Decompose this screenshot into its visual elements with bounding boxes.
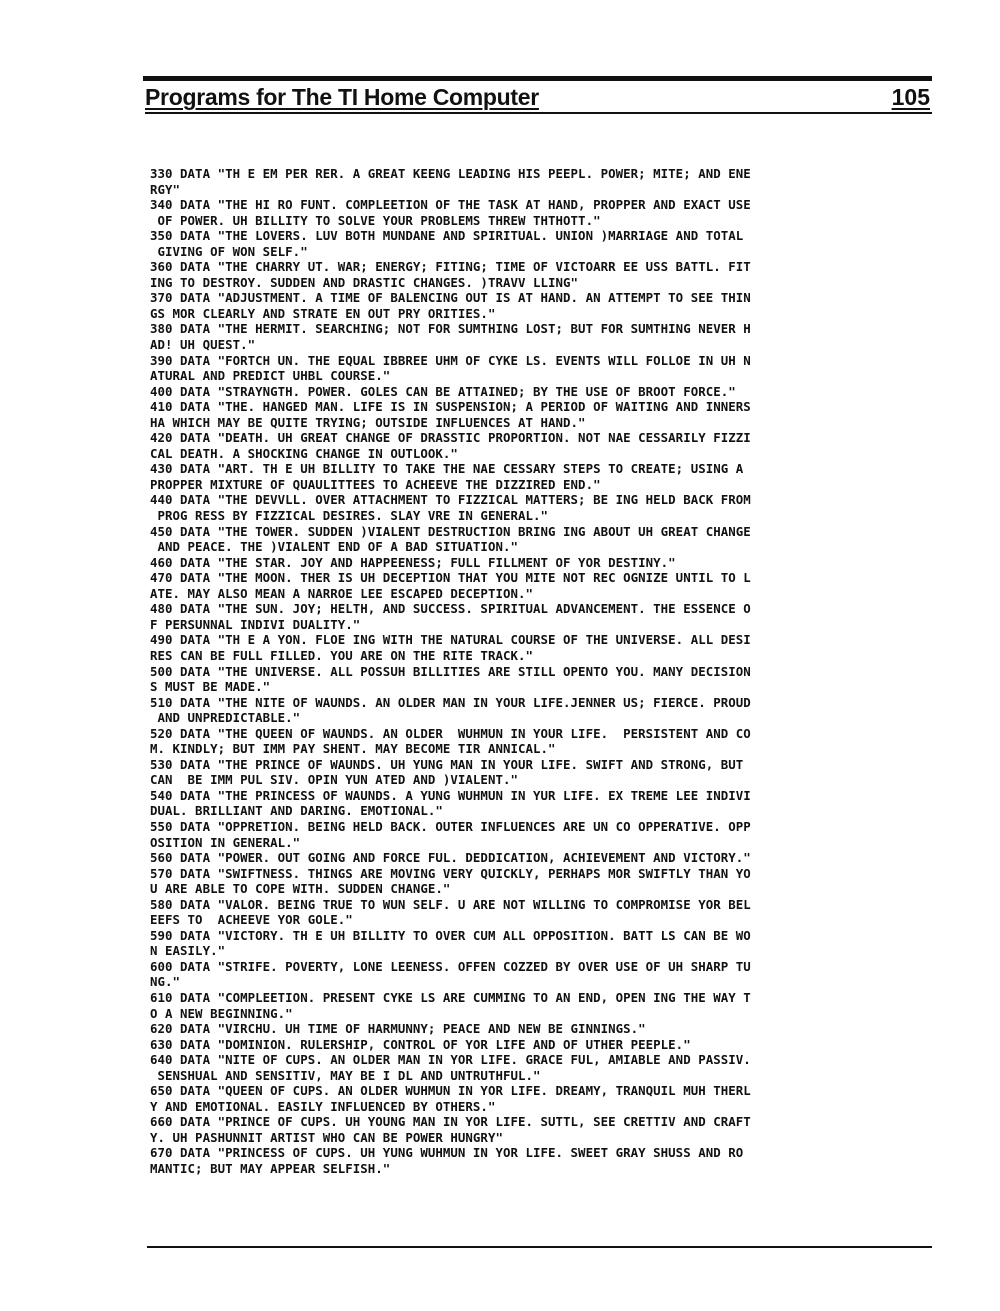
code-line: RGY" <box>150 181 181 197</box>
code-line: 330 DATA "TH E EM PER RER. A GREAT KEENG LEADING HIS PEEPL. POWER; MITE; AND ENE <box>150 166 751 181</box>
code-line: 410 DATA "THE. HANGED MAN. LIFE IS IN SUSPENSION; A PERIOD OF WAITING AND INNERS <box>150 399 751 415</box>
code-line: 480 DATA "THE SUN. JOY; HELTH, AND SUCCESS. SPIRITUAL ADVANCEMENT. THE ESSENCE O <box>150 601 751 617</box>
code-line: ATURAL AND PREDICT UHBL COURSE." <box>150 368 391 384</box>
header-top-rule-thick <box>143 76 932 81</box>
code-line: 670 DATA "PRINCESS OF CUPS. UH YUNG WUHMUN IN YOR LIFE. SWEET GRAY SHUSS AND RO <box>150 1145 744 1161</box>
code-line: 360 DATA "THE CHARRY UT. WAR; ENERGY; FITING; TIME OF VICTOARR EE USS BATTL. FIT <box>150 259 751 275</box>
code-line: 460 DATA "THE STAR. JOY AND HAPPEENESS; FULL FILLMENT OF YOR DESTINY." <box>150 554 676 570</box>
code-line: 450 DATA "THE TOWER. SUDDEN )VIALENT DESTRUCTION BRING ING ABOUT UH GREAT CHANGE <box>150 523 751 539</box>
code-line: ING TO DESTROY. SUDDEN AND DRASTIC CHANGES. )TRAVV LLING" <box>150 274 579 290</box>
code-line: DUAL. BRILLIANT AND DARING. EMOTIONAL." <box>150 803 443 819</box>
footer-rule <box>147 1246 932 1248</box>
code-line: PROG RESS BY FIZZICAL DESIRES. SLAY VRE IN GENERAL." <box>150 508 549 524</box>
code-line: HA WHICH MAY BE QUITE TRYING; OUTSIDE INFLUENCES AT HAND." <box>150 414 586 430</box>
code-line: 610 DATA "COMPLEETION. PRESENT CYKE LS ARE CUMMING TO AN END, OPEN ING THE WAY T <box>150 989 751 1005</box>
code-line: CAN BE IMM PUL SIV. OPIN YUN ATED AND )VIALENT." <box>150 772 518 788</box>
code-line: 570 DATA "SWIFTNESS. THINGS ARE MOVING VERY QUICKLY, PERHAPS MOR SWIFTLY THAN YO <box>150 865 751 881</box>
code-line: SENSHUAL AND SENSITIV, MAY BE I DL AND UNTRUTHFUL." <box>150 1067 541 1083</box>
code-line: CAL DEATH. A SHOCKING CHANGE IN OUTLOOK." <box>150 445 458 461</box>
code-line: NG." <box>150 974 181 990</box>
code-line: O A NEW BEGINNING." <box>150 1005 293 1021</box>
code-line: 630 DATA "DOMINION. RULERSHIP, CONTROL OF YOR LIFE AND OF UTHER PEEPLE." <box>150 1036 691 1052</box>
code-line: ATE. MAY ALSO MEAN A NARROE LEE ESCAPED DECEPTION." <box>150 585 533 601</box>
code-line: GIVING OF WON SELF." <box>150 243 308 259</box>
code-line: OSITION IN GENERAL." <box>150 834 301 850</box>
code-line: Y. UH PASHUNNIT ARTIST WHO CAN BE POWER HUNGRY" <box>150 1129 503 1145</box>
code-line: U ARE ABLE TO COPE WITH. SUDDEN CHANGE." <box>150 881 451 897</box>
code-line: 430 DATA "ART. TH E UH BILLITY TO TAKE THE NAE CESSARY STEPS TO CREATE; USING A <box>150 461 744 477</box>
code-line: 600 DATA "STRIFE. POVERTY, LONE LEENESS. OFFEN COZZED BY OVER USE OF UH SHARP TU <box>150 958 751 974</box>
code-line: 380 DATA "THE HERMIT. SEARCHING; NOT FOR SUMTHING LOST; BUT FOR SUMTHING NEVER H <box>150 321 751 337</box>
code-line: 440 DATA "THE DEVVLL. OVER ATTACHMENT TO FIZZICAL MATTERS; BE ING HELD BACK FROM <box>150 492 751 508</box>
code-line: 590 DATA "VICTORY. TH E UH BILLITY TO OVER CUM ALL OPPOSITION. BATT LS CAN BE WO <box>150 927 751 943</box>
code-line: 560 DATA "POWER. OUT GOING AND FORCE FUL. DEDDICATION, ACHIEVEMENT AND VICTORY." <box>150 850 751 866</box>
code-line: 470 DATA "THE MOON. THER IS UH DECEPTION THAT YOU MITE NOT REC OGNIZE UNTIL TO L <box>150 570 751 586</box>
code-line: OF POWER. UH BILLITY TO SOLVE YOUR PROBLEMS THREW THTHOTT." <box>150 212 601 228</box>
running-title: Programs for The TI Home Computer <box>145 84 539 110</box>
code-line: 390 DATA "FORTCH UN. THE EQUAL IBBREE UHM OF CYKE LS. EVENTS WILL FOLLOE IN UH N <box>150 352 751 368</box>
code-line: PROPPER MIXTURE OF QUAULITTEES TO ACHEEVE THE DIZZIRED END." <box>150 476 601 492</box>
code-line: 500 DATA "THE UNIVERSE. ALL POSSUH BILLITIES ARE STILL OPENTO YOU. MANY DECISION <box>150 663 751 679</box>
code-line: AND UNPREDICTABLE." <box>150 710 301 726</box>
code-line: RES CAN BE FULL FILLED. YOU ARE ON THE RITE TRACK." <box>150 647 533 663</box>
header-underline-rule <box>145 112 932 114</box>
page-number: 105 <box>891 84 930 110</box>
code-line: GS MOR CLEARLY AND STRATE EN OUT PRY ORITIES." <box>150 305 496 321</box>
code-line: M. KINDLY; BUT IMM PAY SHENT. MAY BECOME TIR ANNICAL." <box>150 741 556 757</box>
code-line: S MUST BE MADE." <box>150 679 271 695</box>
code-line: 550 DATA "OPPRETION. BEING HELD BACK. OUTER INFLUENCES ARE UN CO OPPERATIVE. OPP <box>150 818 751 834</box>
code-line: 510 DATA "THE NITE OF WAUNDS. AN OLDER MAN IN YOUR LIFE.JENNER US; FIERCE. PROUD <box>150 694 751 710</box>
code-line: Y AND EMOTIONAL. EASILY INFLUENCED BY OTHERS." <box>150 1098 496 1114</box>
code-line: AND PEACE. THE )VIALENT END OF A BAD SITUATION." <box>150 539 518 555</box>
code-line: 400 DATA "STRAYNGTH. POWER. GOLES CAN BE ATTAINED; BY THE USE OF BROOT FORCE." <box>150 383 736 399</box>
code-line: 640 DATA "NITE OF CUPS. AN OLDER MAN IN YOR LIFE. GRACE FUL, AMIABLE AND PASSIV. <box>150 1052 751 1068</box>
code-line: EEFS TO ACHEEVE YOR GOLE." <box>150 912 353 928</box>
code-line: 650 DATA "QUEEN OF CUPS. AN OLDER WUHMUN IN YOR LIFE. DREAMY, TRANQUIL MUH THERL <box>150 1083 751 1099</box>
code-line: MANTIC; BUT MAY APPEAR SELFISH." <box>150 1161 391 1176</box>
program-listing <box>150 166 926 1177</box>
code-line: 540 DATA "THE PRINCESS OF WAUNDS. A YUNG WUHMUN IN YUR LIFE. EX TREME LEE INDIVI <box>150 787 751 803</box>
code-line: 370 DATA "ADJUSTMENT. A TIME OF BALENCING OUT IS AT HAND. AN ATTEMPT TO SEE THIN <box>150 290 751 306</box>
code-line: AD! UH QUEST." <box>150 337 256 353</box>
code-line: 340 DATA "THE HI RO FUNT. COMPLEETION OF THE TASK AT HAND, PROPPER AND EXACT USE <box>150 197 751 213</box>
code-line: 580 DATA "VALOR. BEING TRUE TO WUN SELF. U ARE NOT WILLING TO COMPROMISE YOR BEL <box>150 896 751 912</box>
code-line: 660 DATA "PRINCE OF CUPS. UH YOUNG MAN IN YOR LIFE. SUTTL, SEE CRETTIV AND CRAFT <box>150 1114 751 1130</box>
code-line: 530 DATA "THE PRINCE OF WAUNDS. UH YUNG MAN IN YOUR LIFE. SWIFT AND STRONG, BUT <box>150 756 744 772</box>
code-line: 520 DATA "THE QUEEN OF WAUNDS. AN OLDER WUHMUN IN YOUR LIFE. PERSISTENT AND CO <box>150 725 751 741</box>
code-line: 490 DATA "TH E A YON. FLOE ING WITH THE NATURAL COURSE OF THE UNIVERSE. ALL DESI <box>150 632 751 648</box>
code-line: F PERSUNNAL INDIVI DUALITY." <box>150 616 361 632</box>
code-line: 420 DATA "DEATH. UH GREAT CHANGE OF DRASSTIC PROPORTION. NOT NAE CESSARILY FIZZI <box>150 430 751 446</box>
code-line: N EASILY." <box>150 943 226 959</box>
code-line: 620 DATA "VIRCHU. UH TIME OF HARMUNNY; PEACE AND NEW BE GINNINGS." <box>150 1021 646 1037</box>
page-header <box>145 84 932 114</box>
code-line: 350 DATA "THE LOVERS. LUV BOTH MUNDANE AND SPIRITUAL. UNION )MARRIAGE AND TOTAL <box>150 228 744 244</box>
